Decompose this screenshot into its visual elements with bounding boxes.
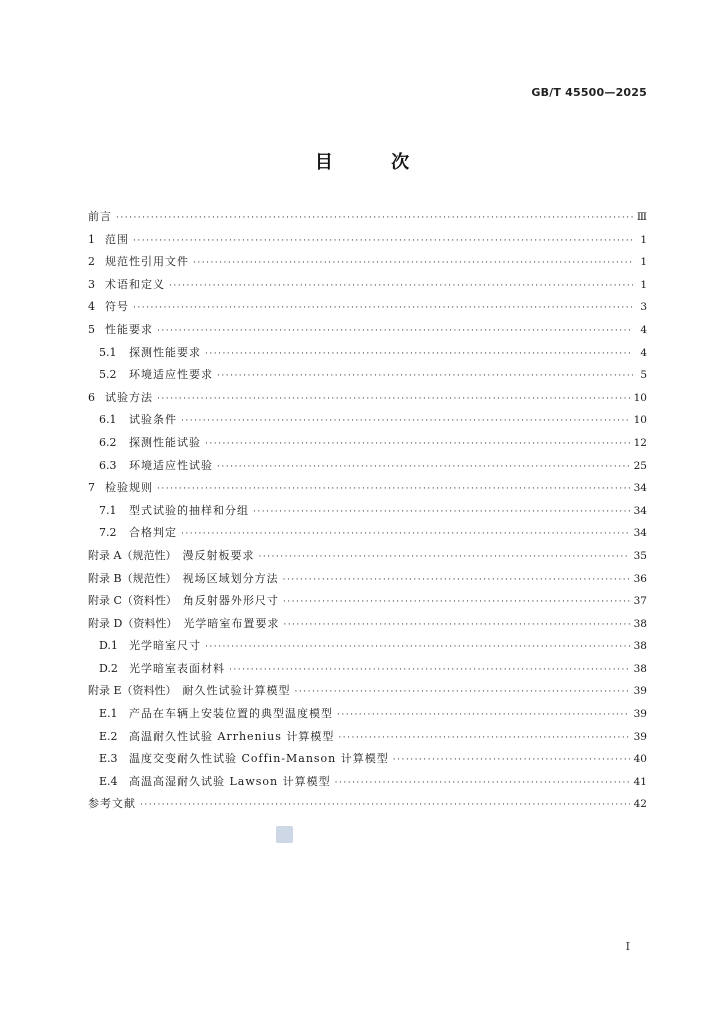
- toc-leader-dots: [229, 659, 630, 682]
- toc-entry-page: 39: [633, 685, 647, 698]
- toc-entry-number: E.2: [99, 729, 118, 743]
- toc-entry[interactable]: [88, 432, 647, 455]
- watermark-logo-icon: [276, 826, 293, 843]
- toc-leader-dots: [283, 614, 629, 637]
- toc-entry[interactable]: [88, 455, 647, 478]
- toc-entry-page: 38: [633, 662, 647, 675]
- toc-entry-label: 漫反射板要求: [182, 548, 255, 562]
- toc-leader-dots: [116, 207, 633, 230]
- toc-entry-number: 附录 E（资料性）: [88, 684, 177, 698]
- toc-entry-label: 术语和定义: [105, 277, 165, 291]
- toc-entry[interactable]: [88, 703, 647, 726]
- toc-entry-label: 参考文献: [88, 797, 136, 811]
- toc-entry[interactable]: [88, 319, 647, 342]
- toc-entry-number: 附录 A（规范性）: [88, 548, 177, 562]
- toc-entry-number: 2: [88, 255, 95, 269]
- toc-entry[interactable]: [88, 342, 647, 365]
- table-of-contents: [88, 206, 647, 816]
- toc-entry-label: 性能要求: [105, 322, 153, 336]
- toc-entry-label: 合格判定: [129, 526, 177, 540]
- toc-entry-page: 4: [640, 323, 647, 336]
- toc-entry-page: 34: [633, 482, 647, 495]
- toc-leader-dots: [157, 388, 630, 411]
- toc-entry-label: 范围: [105, 232, 129, 246]
- toc-entry-page: 10: [633, 414, 647, 427]
- page-number: Ⅰ: [625, 940, 630, 953]
- toc-entry-page: 5: [640, 369, 647, 382]
- toc-entry-label: 产品在车辆上安装位置的典型温度模型: [129, 707, 333, 721]
- toc-entry-label: 试验方法: [105, 390, 153, 404]
- toc-entry[interactable]: [88, 748, 647, 771]
- toc-entry-label: 温度交变耐久性试验 Coffin-Manson 计算模型: [129, 752, 389, 766]
- toc-entry-page: 10: [633, 391, 647, 404]
- toc-entry-number: 5: [88, 322, 95, 336]
- toc-leader-dots: [217, 456, 630, 479]
- toc-entry-page: Ⅲ: [636, 211, 647, 223]
- toc-leader-dots: [157, 320, 633, 343]
- standard-code: GB/T 45500—2025: [531, 86, 647, 99]
- toc-entry[interactable]: [88, 500, 647, 523]
- toc-entry-number: 6.1: [99, 413, 117, 427]
- toc-entry-page: 41: [633, 775, 647, 788]
- toc-entry-label: 探测性能试验: [129, 435, 201, 449]
- toc-entry-label: 环境适应性试验: [129, 458, 213, 472]
- toc-entry-number: 6.3: [99, 458, 117, 472]
- toc-entry-label: 视场区域划分方法: [182, 571, 279, 585]
- toc-entry-label: 型式试验的抽样和分组: [129, 503, 249, 517]
- toc-entry-number: 附录 D（资料性）: [88, 616, 178, 630]
- toc-entry-page: 38: [633, 617, 647, 630]
- toc-entry-label: 前言: [88, 210, 112, 223]
- toc-leader-dots: [181, 523, 630, 546]
- toc-entry-label: 环境适应性要求: [129, 368, 213, 382]
- toc-entry[interactable]: [88, 522, 647, 545]
- toc-entry-page: 42: [633, 798, 647, 811]
- toc-entry-page: 39: [633, 708, 647, 721]
- toc-entry-number: D.1: [99, 639, 118, 653]
- toc-leader-dots: [205, 343, 633, 366]
- toc-entry-label: 高温耐久性试验 Arrhenius 计算模型: [129, 729, 335, 743]
- toc-leader-dots: [393, 749, 630, 772]
- toc-entry-label: 光学暗室布置要求: [183, 616, 280, 630]
- toc-entry[interactable]: [88, 296, 647, 319]
- toc-entry[interactable]: [88, 477, 647, 500]
- toc-entry[interactable]: [88, 229, 647, 252]
- toc-leader-dots: [337, 704, 630, 727]
- toc-leader-dots: [181, 410, 630, 433]
- toc-leader-dots: [205, 636, 630, 659]
- toc-entry[interactable]: [88, 658, 647, 681]
- toc-entry-page: 40: [633, 753, 647, 766]
- toc-entry-label: 检验规则: [105, 481, 153, 495]
- toc-entry-label: 耐久性试验计算模型: [182, 684, 291, 698]
- toc-entry-label: 光学暗室表面材料: [129, 661, 225, 675]
- toc-entry[interactable]: [88, 251, 647, 274]
- toc-entry-label: 探测性能要求: [129, 345, 201, 359]
- toc-entry-number: E.1: [99, 707, 118, 721]
- toc-entry[interactable]: [88, 771, 647, 794]
- toc-leader-dots: [295, 681, 630, 704]
- toc-entry-number: 5.1: [99, 345, 117, 359]
- toc-entry-number: 3: [88, 277, 95, 291]
- toc-entry-label: 角反射器外形尺寸: [182, 594, 279, 608]
- toc-entry-number: E.3: [99, 752, 118, 766]
- toc-entry-number: 6: [88, 390, 95, 404]
- toc-leader-dots: [217, 365, 633, 388]
- toc-entry[interactable]: [88, 726, 647, 749]
- toc-entry-number: 7.1: [99, 503, 117, 517]
- toc-entry[interactable]: [88, 568, 647, 591]
- toc-leader-dots: [258, 546, 629, 569]
- toc-title: 目 次: [314, 152, 436, 173]
- toc-entry-page: 37: [633, 595, 647, 608]
- toc-entry-number: 6.2: [99, 435, 117, 449]
- toc-leader-dots: [169, 275, 633, 298]
- toc-entry-page: 12: [633, 436, 647, 449]
- toc-leader-dots: [133, 230, 633, 253]
- toc-entry-number: 附录 B（规范性）: [88, 571, 177, 585]
- toc-leader-dots: [335, 772, 630, 795]
- toc-entry-label: 规范性引用文件: [105, 255, 189, 269]
- toc-entry-number: 4: [88, 300, 95, 314]
- toc-leader-dots: [338, 727, 629, 750]
- toc-entry-label: 高温高湿耐久试验 Lawson 计算模型: [129, 774, 331, 788]
- toc-entry[interactable]: [88, 613, 647, 636]
- toc-entry-page: 1: [640, 256, 647, 269]
- toc-entry-page: 34: [633, 527, 647, 540]
- toc-entry[interactable]: [88, 545, 647, 568]
- toc-entry[interactable]: [88, 409, 647, 432]
- toc-entry-page: 34: [633, 504, 647, 517]
- toc-entry-page: 1: [640, 233, 647, 246]
- toc-leader-dots: [253, 501, 630, 524]
- toc-leader-dots: [205, 433, 630, 456]
- toc-leader-dots: [283, 569, 630, 592]
- toc-leader-dots: [193, 252, 633, 275]
- toc-entry-page: 36: [633, 572, 647, 585]
- toc-entry[interactable]: [88, 793, 647, 816]
- toc-entry[interactable]: [88, 635, 647, 658]
- toc-entry[interactable]: [88, 364, 647, 387]
- toc-leader-dots: [157, 478, 630, 501]
- toc-entry-page: 25: [633, 459, 647, 472]
- toc-entry-number: E.4: [99, 774, 118, 788]
- toc-entry[interactable]: [88, 387, 647, 410]
- toc-entry-page: 3: [640, 301, 647, 314]
- toc-entry[interactable]: [88, 274, 647, 297]
- toc-entry[interactable]: [88, 206, 647, 229]
- toc-leader-dots: [283, 591, 630, 614]
- toc-entry-page: 4: [640, 346, 647, 359]
- toc-entry-page: 1: [640, 278, 647, 291]
- toc-entry-number: 附录 C（资料性）: [88, 594, 177, 608]
- toc-entry-label: 符号: [105, 300, 129, 314]
- toc-entry-page: 38: [633, 640, 647, 653]
- toc-entry-number: 7: [88, 481, 95, 495]
- toc-entry[interactable]: [88, 680, 647, 703]
- toc-leader-dots: [140, 794, 630, 817]
- toc-entry-label: 光学暗室尺寸: [129, 639, 201, 653]
- toc-entry-page: 35: [633, 549, 647, 562]
- toc-leader-dots: [133, 297, 633, 320]
- toc-entry-number: 7.2: [99, 526, 117, 540]
- toc-entry-number: 5.2: [99, 368, 117, 382]
- toc-entry-number: 1: [88, 232, 95, 246]
- toc-entry-page: 39: [633, 730, 647, 743]
- toc-entry-number: D.2: [99, 661, 118, 675]
- toc-entry-label: 试验条件: [129, 413, 177, 427]
- toc-entry[interactable]: [88, 590, 647, 613]
